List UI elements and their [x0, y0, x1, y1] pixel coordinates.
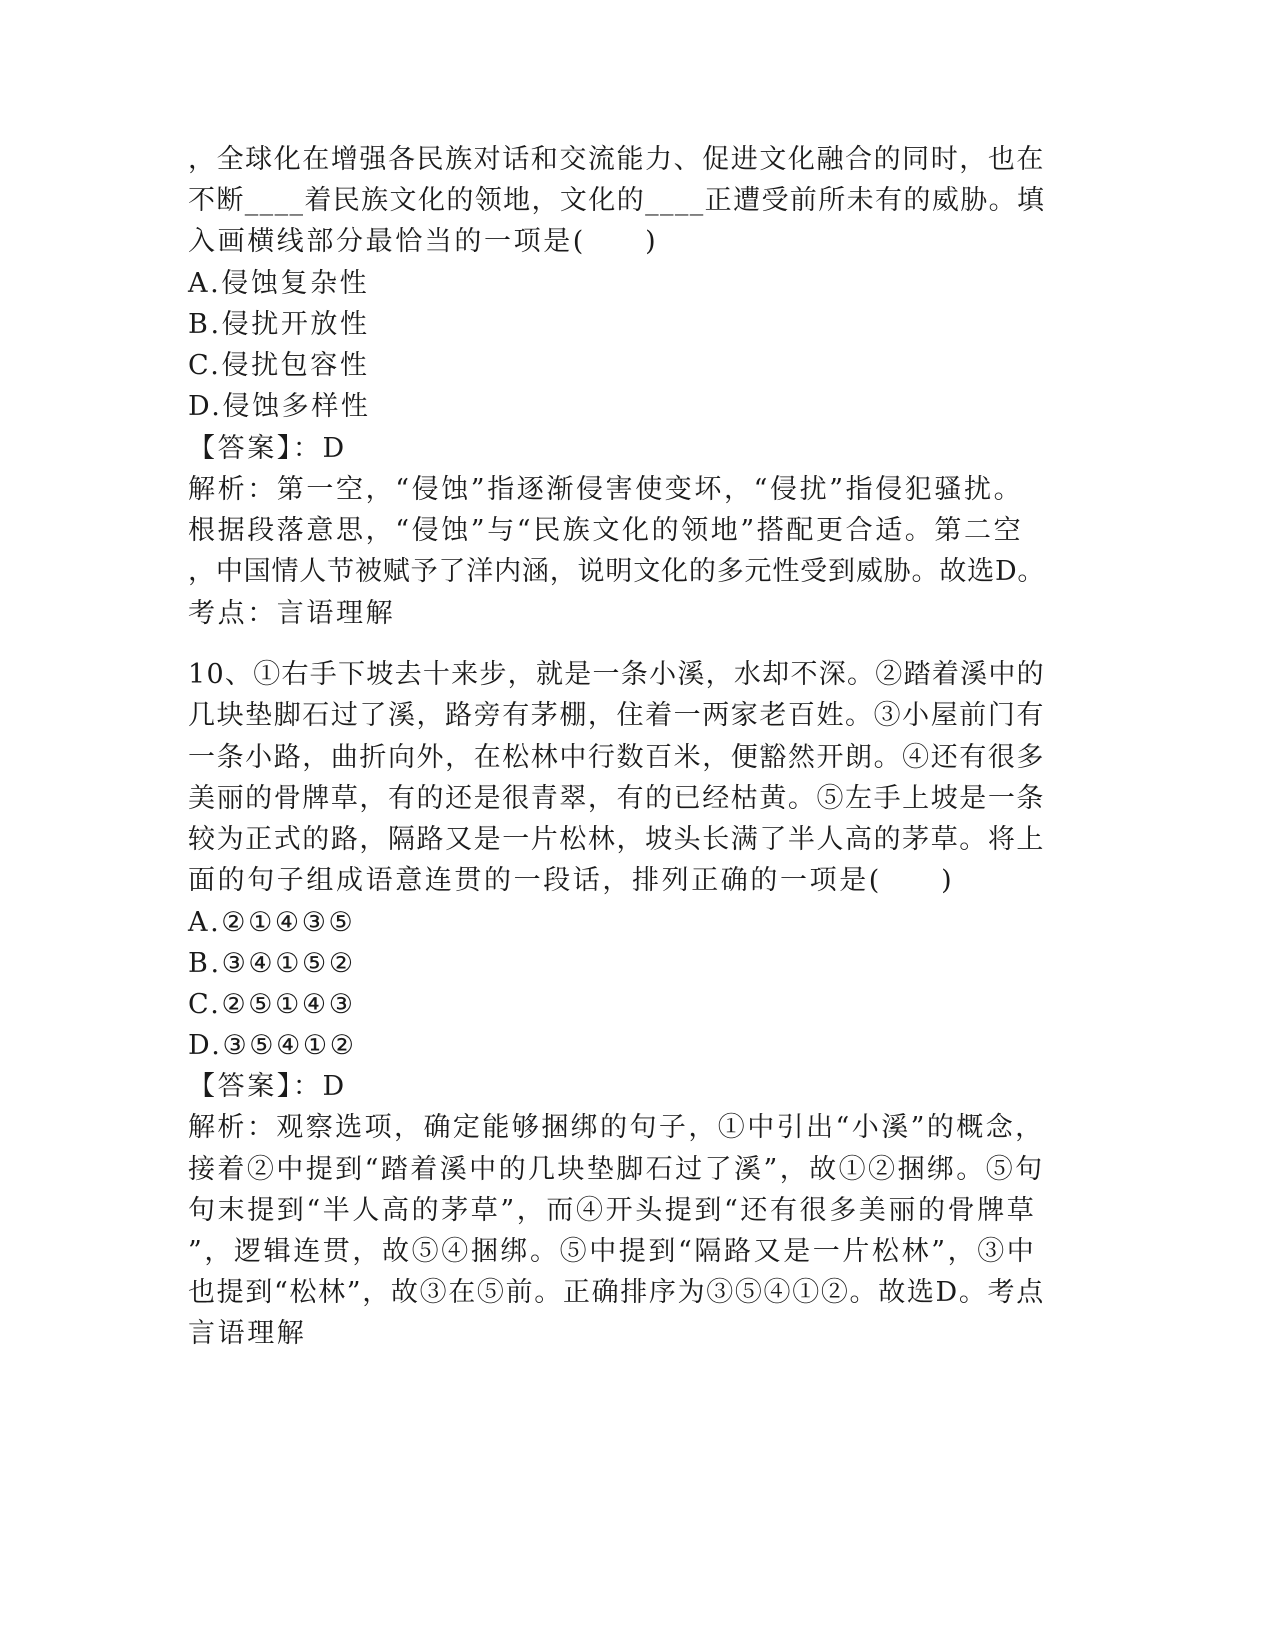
- q10-analysis-line-1: 解析：观察选项，确定能够捆绑的句子，①中引出“小溪”的概念，: [188, 1112, 1045, 1143]
- q10-option-c: C.②⑤①④③: [188, 989, 356, 1020]
- q10-stem-line-4: 美丽的骨牌草，有的还是很青翠，有的已经枯黄。⑤左手上坡是一条: [188, 783, 1045, 814]
- q9-stem-line-3: 入画横线部分最恰当的一项是( ): [188, 226, 659, 257]
- q10-answer: 【答案】：D: [188, 1071, 347, 1102]
- q9-stem-line-1: ，全球化在增强各民族对话和交流能力、促进文化融合的同时，也在: [188, 144, 1045, 175]
- q10-option-a: A.②①④③⑤: [188, 907, 356, 938]
- q10-analysis-line-3: 句末提到“半人高的茅草”，而④开头提到“还有很多美丽的骨牌草: [188, 1195, 1037, 1226]
- q10-option-b: B.③④①⑤②: [188, 948, 356, 979]
- q10-stem-line-6: 面的句子组成语意连贯的一段话，排列正确的一项是( ): [188, 865, 955, 896]
- q9-analysis-line-2: 根据段落意思，“侵蚀”与“民族文化的领地”搭配更合适。第二空: [188, 515, 1024, 546]
- q10-analysis-line-5: 也提到“松林”，故③在⑤前。正确排序为③⑤④①②。故选D。考点: [188, 1277, 1045, 1308]
- q9-option-b: B.侵扰开放性: [188, 309, 370, 340]
- q9-answer: 【答案】：D: [188, 433, 347, 464]
- q10-stem-line-5: 较为正式的路，隔路又是一片松林，坡头长满了半人高的茅草。将上: [188, 824, 1045, 855]
- q9-analysis-line-3: ，中国情人节被赋予了洋内涵，说明文化的多元性受到威胁。故选D。: [188, 556, 1046, 587]
- q10-analysis-line-4: ”，逻辑连贯，故⑤④捆绑。⑤中提到“隔路又是一片松林”，③中: [188, 1236, 1037, 1267]
- q10-stem-line-1: 10、①右手下坡去十来步，就是一条小溪，水却不深。②踏着溪中的: [188, 659, 1045, 690]
- q9-topic: 考点：言语理解: [188, 598, 396, 629]
- q9-option-c: C.侵扰包容性: [188, 350, 370, 381]
- q9-analysis-line-1: 解析：第一空，“侵蚀”指逐渐侵害使变坏，“侵扰”指侵犯骚扰。: [188, 474, 1024, 505]
- q9-stem-line-2: 不断____着民族文化的领地，文化的____正遭受前所未有的威胁。填: [188, 185, 1046, 216]
- q10-option-d: D.③⑤④①②: [188, 1030, 357, 1061]
- q9-option-d: D.侵蚀多样性: [188, 391, 371, 422]
- q10-stem-line-2: 几块垫脚石过了溪，路旁有茅棚，住着一两家老百姓。③小屋前门有: [188, 700, 1045, 731]
- q9-option-a: A.侵蚀复杂性: [188, 268, 370, 299]
- q10-analysis-line-2: 接着②中提到“踏着溪中的几块垫脚石过了溪”，故①②捆绑。⑤句: [188, 1154, 1045, 1185]
- q10-analysis-line-6: 言语理解: [188, 1318, 307, 1349]
- q10-stem-line-3: 一条小路，曲折向外，在松林中行数百米，便豁然开朗。④还有很多: [188, 742, 1045, 773]
